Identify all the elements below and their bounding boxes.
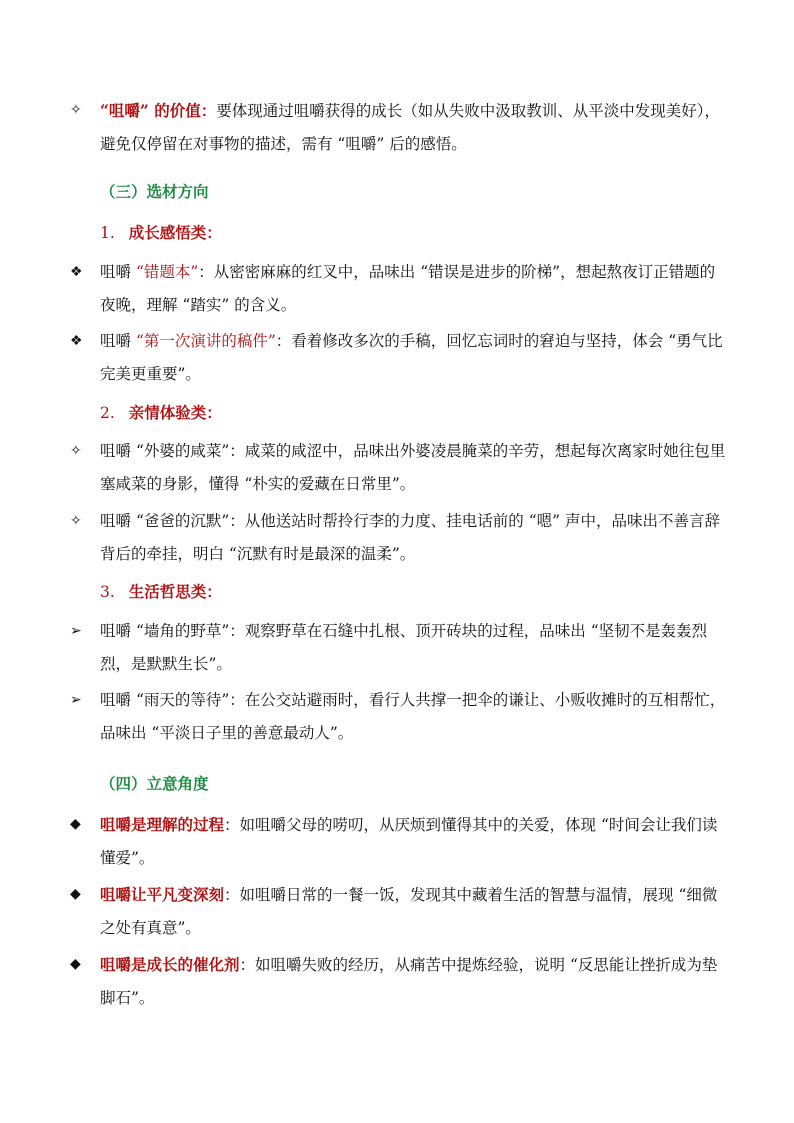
section-4-title: （四）立意角度 bbox=[100, 774, 209, 793]
hollow-star-bullet-icon: ✧ bbox=[70, 102, 82, 118]
filled-diamond-bullet-icon: ◆ bbox=[70, 816, 81, 832]
filled-diamond-bullet-icon: ◆ bbox=[70, 956, 81, 972]
category-3-label: 生活哲思类： bbox=[128, 582, 222, 601]
list-item: ➢ 咀嚼 “雨天的等待”：在公交站避雨时，看行人共撑一把伞的谦让、小贩收摊时的互相帮忙，品味出 “平淡日子里的善意最动人”。 bbox=[70, 684, 730, 750]
list-item: ◆ 咀嚼是理解的过程：如咀嚼父母的唠叨，从厌烦到懂得其中的关爱，体现 “时间会让我们读懂爱”。 bbox=[70, 808, 730, 875]
category-2-label: 亲情体验类： bbox=[128, 403, 222, 422]
intro-bullet: ✧ “咀嚼” 的价值：要体现通过咀嚼获得的成长（如从失败中汲取教训、从平淡中发现美好），避免仅停留在对事物的描述，需有 “咀嚼” 后的感悟。 bbox=[70, 94, 730, 161]
intro-body: 要体现通过咀嚼获得的成长（如从失败中汲取教训、从平淡中发现美好），避免仅停留在对事物的描述，需有 “咀嚼” 后的感悟。 bbox=[100, 102, 721, 153]
hollow-star-bullet-icon: ✧ bbox=[70, 443, 82, 459]
diamond-cluster-bullet-icon: ❖ bbox=[70, 264, 83, 280]
list-item: ◆ 咀嚼是成长的催化剂：如咀嚼失败的经历，从痛苦中提炼经验，说明 “反思能让挫折成为垫脚石”。 bbox=[70, 948, 730, 1015]
list-item: ➢ 咀嚼 “墙角的野草”：观察野草在石缝中扎根、顶开砖块的过程，品味出 “坚韧不是轰轰烈烈，是默默生长”。 bbox=[70, 615, 730, 681]
category-3-heading: 3. 生活哲思类： bbox=[100, 582, 222, 601]
hollow-star-bullet-icon: ✧ bbox=[70, 513, 82, 529]
arrowhead-bullet-icon: ➢ bbox=[70, 623, 82, 639]
category-1-heading: 1. 成长感悟类： bbox=[100, 223, 222, 242]
category-2-heading: 2. 亲情体验类： bbox=[100, 403, 222, 422]
list-item: ✧ 咀嚼 “爸爸的沉默”：从他送站时帮拎行李的力度、挂电话前的 “嗯” 声中，品味出不善言辞背后的牵挂，明白 “沉默有时是最深的温柔”。 bbox=[70, 505, 730, 571]
list-item: ❖ 咀嚼 “第一次演讲的稿件”：看着修改多次的手稿，回忆忘词时的窘迫与坚持，体会 “勇气比完美更重要”。 bbox=[70, 325, 730, 391]
category-1-label: 成长感悟类： bbox=[128, 223, 222, 242]
list-item: ◆ 咀嚼让平凡变深刻：如咀嚼日常的一餐一饭，发现其中藏着生活的智慧与温情，展现 “细微之处有真意”。 bbox=[70, 878, 730, 945]
list-item: ✧ 咀嚼 “外婆的咸菜”：咸菜的咸涩中，品味出外婆凌晨腌菜的辛劳，想起每次离家时她往包里塞咸菜的身影，懂得 “朴实的爱藏在日常里”。 bbox=[70, 435, 730, 501]
section-3-title: （三）选材方向 bbox=[100, 182, 209, 201]
diamond-cluster-bullet-icon: ❖ bbox=[70, 333, 83, 349]
intro-lead: “咀嚼” 的价值 bbox=[100, 101, 201, 120]
list-item: ❖ 咀嚼 “错题本”：从密密麻麻的红叉中，品味出 “错误是进步的阶梯”，想起熬夜订正错题的夜晚，理解 “踏实” 的含义。 bbox=[70, 256, 730, 322]
filled-diamond-bullet-icon: ◆ bbox=[70, 886, 81, 902]
arrowhead-bullet-icon: ➢ bbox=[70, 692, 82, 708]
